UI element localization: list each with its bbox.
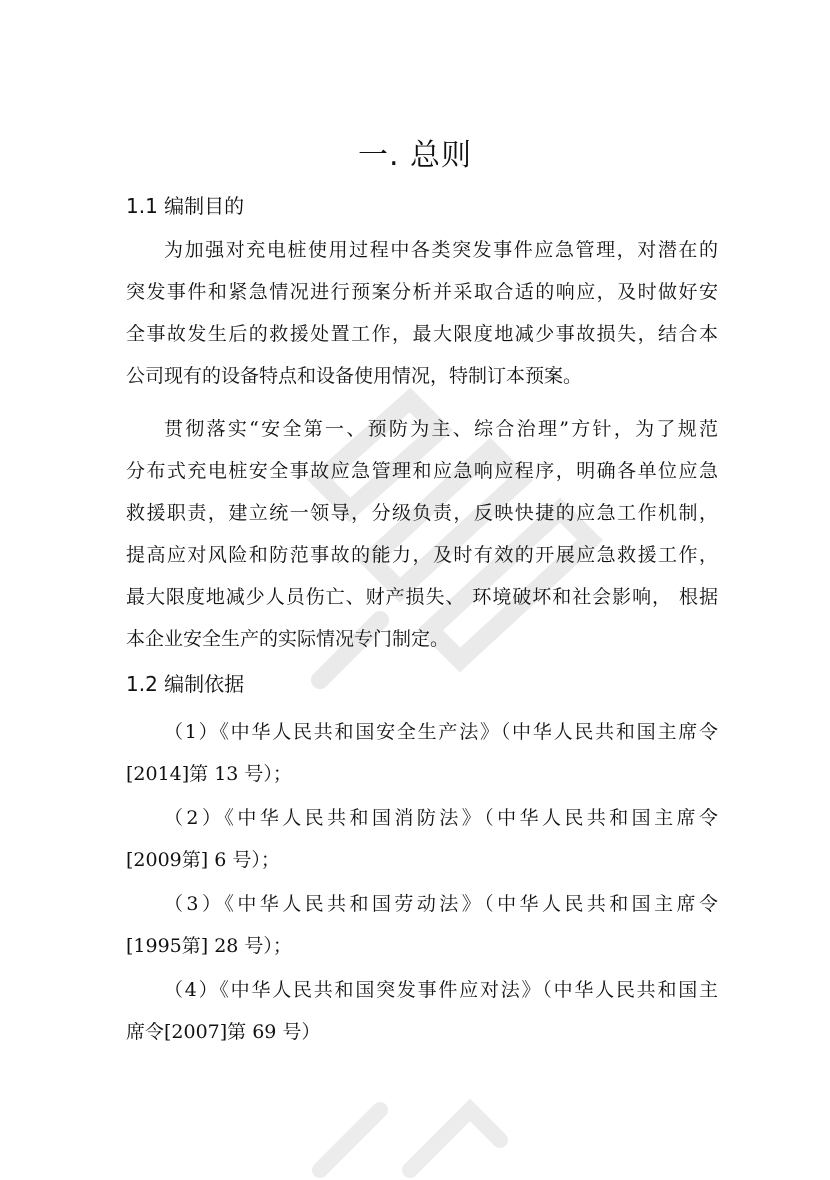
basis-item-3 <box>126 883 718 967</box>
basis-item-2 <box>126 797 718 881</box>
basis-item-line: （2）《中华人民共和国消防法》（中华人民共和国主席令 <box>164 807 718 829</box>
section-heading-1-2: 1.2 编制依据 <box>126 672 245 696</box>
basis-item-4 <box>126 969 718 1053</box>
paragraph-line: 最大限度地减少人员伤亡、财产损失、 环境破坏和社会影响， 根据 <box>126 586 718 608</box>
page-title: 一. 总则 <box>357 138 473 173</box>
basis-item-line: [1995第] 28 号）； <box>126 935 292 957</box>
paragraph-line: 救援职责，建立统一领导，分级负责，反映快捷的应急工作机制， <box>126 502 718 524</box>
basis-item-line: [2009第] 6 号）； <box>126 849 280 871</box>
section-heading-1-1: 1.1 编制目的 <box>126 194 245 218</box>
paragraph-line: 提高应对风险和防范事故的能力，及时有效的开展应急救援工作， <box>126 544 718 566</box>
basis-item-line: （1）《中华人民共和国安全生产法》（中华人民共和国主席令 <box>164 721 718 743</box>
basis-item-line: （4）《中华人民共和国突发事件应对法》（中华人民共和国主 <box>164 979 718 1001</box>
paragraph-line: 分布式充电桩安全事故应急管理和应急响应程序，明确各单位应急 <box>126 460 718 482</box>
basis-item-line: 席令[2007]第 69 号） <box>126 1021 321 1043</box>
paragraph-line: 贯彻落实“安全第一、预防为主、综合治理”方针，为了规范 <box>164 418 718 440</box>
paragraph-line: 为加强对充电桩使用过程中各类突发事件应急管理，对潜在的 <box>164 239 718 261</box>
basis-item-line: （3）《中华人民共和国劳动法》（中华人民共和国主席令 <box>164 893 718 915</box>
paragraph-purpose-1 <box>126 229 718 397</box>
basis-item-line: [2014]第 13 号）； <box>126 763 292 785</box>
basis-item-1 <box>126 711 718 795</box>
watermark-fragment-icon <box>300 1090 560 1180</box>
paragraph-purpose-2 <box>126 408 718 660</box>
paragraph-line: 突发事件和紧急情况进行预案分析并采取合适的响应，及时做好安 <box>126 281 718 303</box>
paragraph-line: 本企业安全生产的实际情况专门制定。 <box>126 628 450 650</box>
paragraph-line: 全事故发生后的救援处置工作，最大限度地减少事故损失，结合本 <box>126 323 718 345</box>
paragraph-line: 公司现有的设备特点和设备使用情况，特制订本预案。 <box>126 365 583 387</box>
